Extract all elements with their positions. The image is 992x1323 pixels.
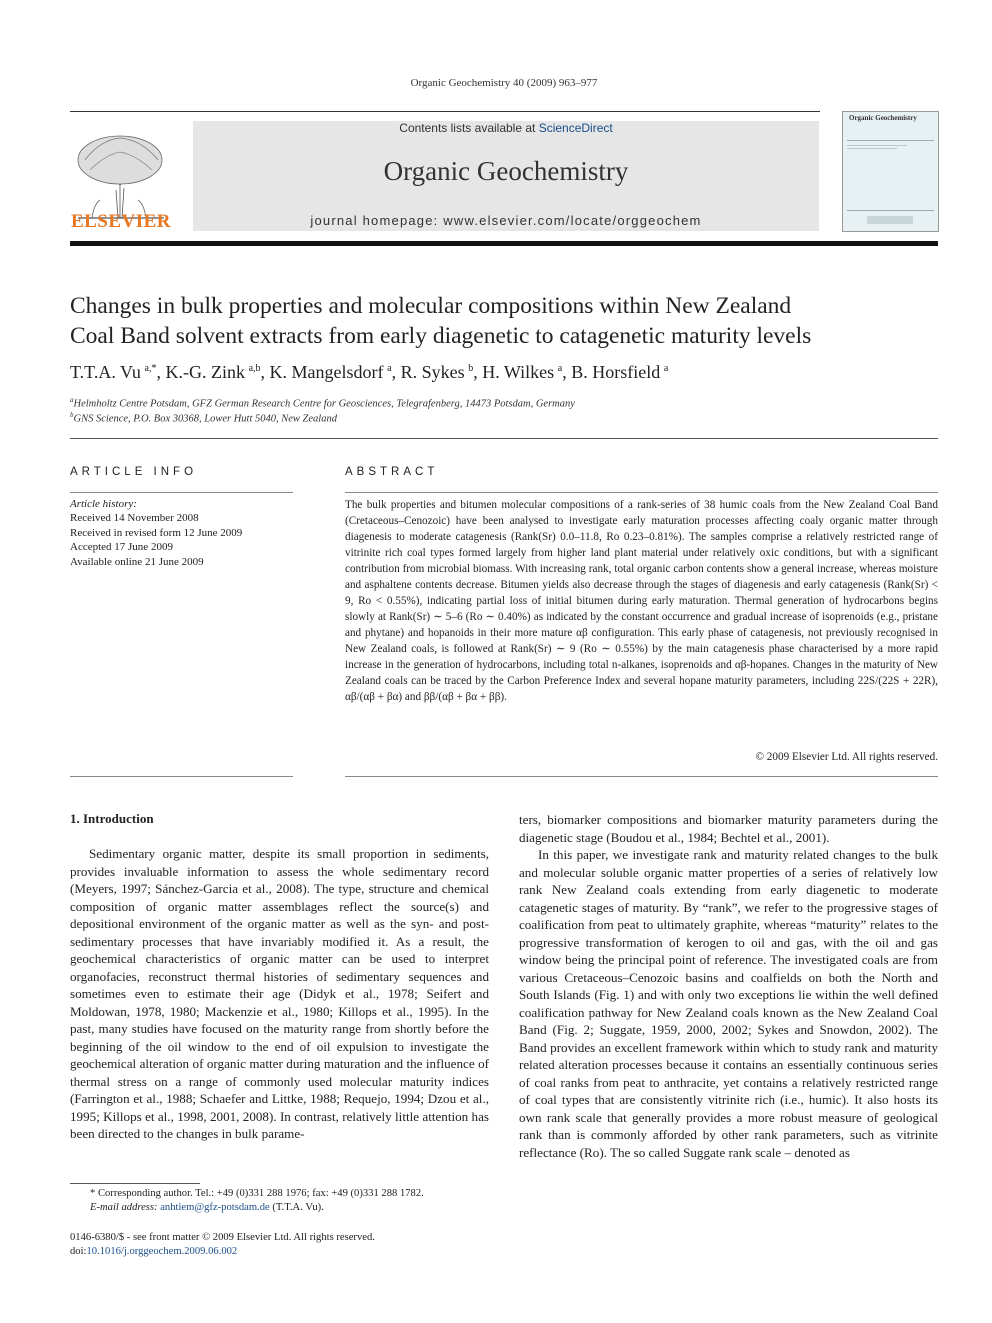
author-affiliation-mark: a: [557, 363, 563, 374]
article-title-line-2: Coal Band solvent extracts from early diagenetic to catagenetic maturity levels: [70, 323, 812, 349]
journal-cover-thumbnail[interactable]: [842, 111, 939, 232]
journal-citation: Organic Geochemistry 40 (2009) 963–977: [410, 77, 598, 89]
abstract-text: The bulk properties and bitumen molecular compositions of a rank-series of 38 humic coals from the New Zealand Coal Band (Cretaceous–Cenozoic) have been analysed to investigate early maturation processes affecting coaly organic matter through diagenesis to moderate catagenesis (Rank(Sr) 0.0–11.8, Ro 0.23–0.81%). The samples comprise a relatively restricted range of vitrinite rich coal types formed largely from higher land plant material under relatively oxic conditions, but with a significant contribution from microbial biomass. With increasing rank, total organic carbon contents show a general increase, whereas moisture and asphaltene contents decrease. Bitumen yields also decrease through the stages of diagenesis and early catagenesis (Rank(Sr) < 9, Ro < 0.55%), indicating partial loss of initial bitumen during early maturation. Thermal generation of hydrocarbons begins slowly at Rank(Sr) ∼ 5–6 (Ro ∼ 0.40%) as indicated by the constant occurrence and gradual increase of isoprenoids (e.g., pristane and phytane) and hopanoids in their more mature αβ configuration. This early phase of catagenesis, not previously recognised in New Zealand coals, is followed at Rank(Sr) ∼ 9 (Ro ∼ 0.55%) by the main catagenesis phase characterised by a more rapid increase in the generation of hydrocarbons, including total n-alkanes, isoprenoids and αβ-hopanes. Changes in the maturity of New Zealand coals can be traced by the Carbon Preference Index and several hopane maturity parameters, including 22S/(22S + 22R), αβ/(αβ + βα) and ββ/(αβ + βα + ββ).: [345, 499, 938, 703]
history-accepted: Accepted 17 June 2009: [70, 541, 173, 554]
article-info-heading: ARTICLE INFO: [70, 466, 198, 478]
journal-title: Organic Geochemistry: [383, 156, 629, 186]
footnote-divider: [70, 1183, 200, 1184]
email-line: [70, 1201, 489, 1215]
affiliation-text: Helmholtz Centre Potsdam, GFZ German Research Centre for Geosciences, Telegrafenberg, 14473 Potsdam, Germany: [73, 398, 575, 410]
abstract-heading: ABSTRACT: [345, 466, 439, 478]
article-info-bottom-divider: [70, 776, 293, 777]
email-suffix: (T.T.A. Vu).: [269, 1202, 324, 1213]
cover-artwork: [843, 112, 938, 231]
intro-paragraph-continued: ters, biomarker compositions and biomarker maturity parameters during the diagenetic stage (Boudou et al., 1984; Bechtel et al., 2001).: [519, 812, 938, 845]
intro-paragraph: Sedimentary organic matter, despite its small proportion in sediments, provides invaluable information to assess the whole sedimentary record (Meyers, 1997; Sánchez-Garcia et al., 2008). The type, structure and chemical composition of organic matter assemblages reflect the source(s) and depositional environment of the organic matter as well as the syn- and post-sedimentary processes that have invariably modified it. As a result, the geochemical characteristics of organic matter can be used to interpret organofacies, reconstruct thermal histories of sedimentary sequences and sometimes even to estimate their age (Didyk et al., 1978; Seifert and Moldowan, 1978, 1980; Mackenzie et al., 1980; Killops et al., 1995). In the past, many studies have focused on the maturity range from shortly before the beginning of the oil window to the end of oil expulsion to investigate the geochemical alteration of organic matter during maturation and the influence of thermal stress on a range of commonly used molecular maturity indices (Farrington et al., 1988; Schaefer and Littke, 1988; Requejo, 1994; Dzou et al., 1995; Killops et al., 1998, 2001, 2008). In contrast, relatively little attention has been directed to the changes in bulk parame-: [70, 846, 489, 1141]
author-name[interactable]: B. Horsfield: [571, 362, 661, 382]
homepage-prefix: journal homepage:: [310, 213, 444, 228]
issn-line: 0146-6380/$ - see front matter © 2009 Elsevier Ltd. All rights reserved.: [70, 1232, 375, 1243]
abstract-divider: [345, 492, 938, 493]
history-received: Received 14 November 2008: [70, 512, 199, 525]
article-history: [70, 497, 293, 569]
journal-homepage: [193, 213, 819, 228]
history-label: Article history:: [70, 498, 137, 510]
contents-prefix: Contents lists available at: [399, 121, 539, 135]
doi-line: [70, 1245, 489, 1259]
body-column-left: [70, 845, 489, 1143]
homepage-url[interactable]: www.elsevier.com/locate/orggeochem: [443, 213, 702, 228]
affiliation-b: [70, 411, 938, 425]
sciencedirect-link[interactable]: ScienceDirect: [538, 121, 613, 135]
affiliation-a: [70, 396, 938, 410]
author-name[interactable]: T.T.A. Vu: [70, 362, 141, 382]
affiliation-divider: [70, 438, 938, 439]
affiliation-mark: b: [70, 411, 74, 419]
abstract-bottom-divider: [345, 776, 938, 777]
author-affiliation-mark: a,b: [248, 363, 261, 374]
author-affiliation-mark: a,*: [144, 363, 157, 374]
cover-title: Organic Geochemistry: [849, 114, 917, 122]
header-bottom-rule: [70, 241, 938, 246]
corresponding-author-line: * Corresponding author. Tel.: +49 (0)331 288 1976; fax: +49 (0)331 288 1782.: [90, 1188, 424, 1199]
page-footer: [70, 1231, 489, 1259]
affiliation-mark: a: [70, 396, 74, 404]
doi-label: doi:: [70, 1246, 87, 1257]
email-label: E-mail address:: [90, 1202, 161, 1213]
author-affiliation-mark: b: [468, 363, 474, 374]
article-info-divider: [70, 492, 293, 493]
email-link[interactable]: anhtiem@gfz-potsdam.de: [160, 1202, 270, 1213]
author-list: T.T.A. Vu $^{a,*}$, K.-G. Zink $^{a,b}$, K. Mangelsdorf $^a$, R. Sykes $^b$, H. Wilkes $^a$, B. Horsfield $^a$: [70, 362, 669, 382]
author-name[interactable]: K. Mangelsdorf: [269, 362, 384, 382]
author-name[interactable]: R. Sykes: [400, 362, 465, 382]
article-title: [70, 291, 938, 351]
author-name[interactable]: K.-G. Zink: [165, 362, 245, 382]
author-affiliation-mark: a: [663, 363, 669, 374]
affiliation-text: GNS Science, P.O. Box 30368, Lower Hutt 5040, New Zealand: [73, 413, 337, 425]
introduction-heading: 1. Introduction: [70, 811, 154, 826]
copyright-notice: © 2009 Elsevier Ltd. All rights reserved.: [755, 751, 938, 763]
body-column-right: [519, 811, 938, 1161]
history-revised: Received in revised form 12 June 2009: [70, 526, 243, 539]
doi-link[interactable]: 10.1016/j.orggeochem.2009.06.002: [86, 1246, 238, 1257]
contents-line: [193, 121, 819, 135]
history-online: Available online 21 June 2009: [70, 555, 204, 568]
intro-paragraph: In this paper, we investigate rank and maturity related changes to the bulk and molecular soluble organic matter properties of a series of relatively low rank New Zealand coals extending from early diagenetic to moderate catagenetic stages of maturity. By “rank”, we refer to the progressive stages of coalification from peat to ultimately graphite, whereas “maturity” relates to the progressive transformation of kerogen to oil and gas, with the oil and gas window being the principal point of reference. The investigated coals are from various Cretaceous–Cenozoic basins and coalfields on both the North and South Islands (Fig. 1) and with only two exceptions lie within the well defined coalification pathway for New Zealand coals known as the New Zealand Coal Band (Fig. 2; Suggate, 1959, 2000, 2002; Sykes and Snowdon, 2002). The Band provides an excellent framework within which to study rank and maturity related alteration processes because it contains an essentially continuous series of coal ranks from peat to anthracite, yet contains a relatively restricted range of coal types that are consistently vitrinite rich (i.e., humic). It also hosts its own rank scale that generally provides a more robust measure of geological rank than is commonly afforded by other rank parameters, such as vitrinite reflectance (Ro). The so called Suggate rank scale – denoted as: [519, 847, 938, 1160]
elsevier-wordmark: ELSEVIER: [70, 211, 172, 232]
article-title-line-1: Changes in bulk properties and molecular compositions within New Zealand: [70, 293, 792, 319]
author-name[interactable]: H. Wilkes: [482, 362, 555, 382]
author-affiliation-mark: a: [387, 363, 392, 374]
corresponding-author-footnote: [70, 1187, 489, 1215]
header-top-rule: [70, 111, 820, 112]
